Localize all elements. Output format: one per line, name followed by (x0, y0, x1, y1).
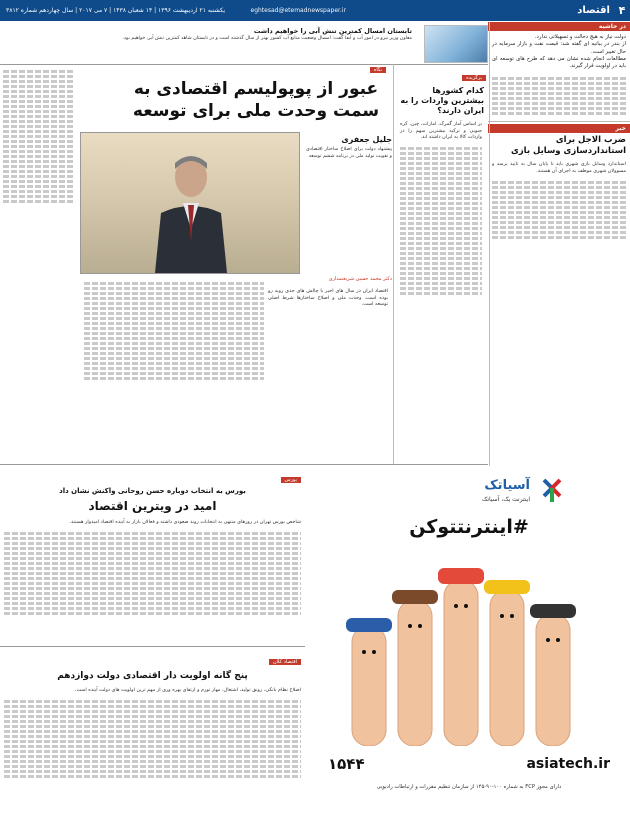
bourse-body: شاخص بورس تهران در روزهای منتهی به انتخابات روند صعودی داشته و فعالان بازار به آینده اقتصاد امیدوار هستند. (69, 519, 301, 525)
finger-puppets-illustration (334, 556, 604, 746)
macro-tag: اقتصاد کلان (269, 659, 301, 665)
asiatech-advertisement[interactable] (308, 466, 630, 818)
macro-filler (0, 696, 305, 782)
feature-text-filler (80, 278, 268, 384)
bourse-filler (0, 528, 305, 619)
sidebar-column (488, 22, 630, 302)
portrait-photo (80, 132, 300, 274)
sidebar-note: از بندر در بیانیه ای گفته شد: قیمت نفت و بازار سرمایه در حال تغییر است. (492, 41, 626, 55)
bourse-kicker: بورس به انتخاب دوباره حسن روحانی واکنش نشان داد (59, 487, 246, 495)
macro-article (0, 648, 305, 820)
ad-phone-number[interactable]: ۱۵۴۴ (328, 755, 365, 773)
email-address[interactable]: eghtesad@etemadnewspaper.ir (250, 6, 346, 14)
issue-date: یکشنبه ۲۱ اردیبهشت ۱۳۹۶ | ۱۴ شعبان ۱۴۳۸ | ۷ می ۲۰۱۷ | سال چهاردهم شماره ۳۸۱۲ (6, 6, 226, 14)
ad-contact-row (308, 752, 630, 776)
sidebar-note: دولت نیاز به هیچ دخالت و تسهیلاتی ندارد. (534, 34, 626, 40)
sidebar-notes (488, 31, 630, 73)
page-number: ۴ (618, 3, 626, 17)
sidebar-filler-2 (488, 177, 630, 243)
bourse-tag: پورس (281, 477, 302, 483)
featured-column (396, 64, 486, 464)
sidebar-body: استاندارد وسایل بازی شهری باید تا پایان سال به تایید برسد و مسوولان شهری موظف به اجرای آن هستند. (492, 161, 626, 175)
macro-title: پنج گانه اولویت دار اقتصادی دولت دوازدهم (57, 671, 248, 681)
section-title: اقتصاد (577, 4, 610, 16)
caption-text: پیشنهاد دولت برای اصلاح ساختار اقتصادی و تقویت تولید ملی در برنامه ششم توسعه (306, 147, 392, 159)
feature-headline: عبور از پوپولیسم اقتصادی به سمت وحدت ملی برای توسعه (132, 79, 380, 121)
top-news-title: تابستان امسال کمترین تنش آبی را خواهیم داشت (253, 27, 412, 35)
photo-caption (306, 132, 392, 160)
sidebar-filler (488, 73, 630, 119)
ad-website[interactable]: asiatech.ir (526, 756, 610, 772)
header-rule (0, 20, 630, 21)
sidebar-headline: ضرب الاجل برای استانداردسازی وسایل بازی (510, 135, 626, 157)
feature-article (0, 64, 392, 464)
macro-body: اصلاح نظام بانکی، رونق تولید، اشتغال، مهار تورم و ارتقای بهره وری از مهم ترین اولویت های دولت آینده است. (74, 687, 301, 693)
top-news-band (0, 22, 488, 64)
ad-hashtag: #اینترنتتوکن (409, 516, 529, 538)
brand-name: آسیاتک (484, 478, 530, 493)
ad-license-text: دارای مجوز FCP به شماره ۱۰۰-۹۰-۱۴۵ از سازمان تنظیم مقررات و ارتباطات رادیویی (376, 784, 562, 790)
featured-body: بر اساس آمار گمرک، امارات، چین، کره جنوبی و ترکیه بیشترین سهم را در واردات کالا به ایران داشته اند. (400, 121, 482, 141)
feature-tag: نگاه (370, 67, 386, 73)
bourse-title: امید در ویترین اقتصاد (88, 499, 217, 513)
feature-body (0, 276, 392, 466)
portrait-name: جلیل جعفری (341, 135, 392, 144)
top-news-text: معاون وزیر نیرو در امور آب و آبفا گفت: امسال وضعیت منابع آب کشور بهتر از سال گذشته است و در تابستان شاهد کمترین تنش آبی خواهیم بود. (122, 36, 412, 41)
featured-headline: کدام کشورها بیشترین واردات را به ایران دارند؟ (400, 86, 484, 115)
bourse-article (0, 466, 305, 646)
sidebar-note: مطالعات انجام شده نشان می دهد که طرح های توسعه ای باید در اولویت قرار گیرند. (492, 55, 626, 70)
page-header (0, 0, 630, 20)
sidebar-tag: در حاشیه (488, 22, 630, 31)
feature-byline: دکتر محمد حسین شریعتمداری (328, 276, 392, 282)
featured-tag: برگزیده (462, 75, 486, 81)
featured-filler (396, 143, 486, 299)
brand-tagline: اینترنت یک، آسیاتک (482, 496, 530, 503)
sidebar-tag-2: خبر (488, 124, 630, 133)
top-news-photo (424, 25, 488, 63)
feature-lead: اقتصاد ایران در سال های اخیر با چالش های جدی روبه رو بوده است. وحدت ملی و اصلاح ساختارها شرط اصلی توسعه است. (268, 288, 388, 308)
man-portrait-illustration (151, 151, 231, 273)
